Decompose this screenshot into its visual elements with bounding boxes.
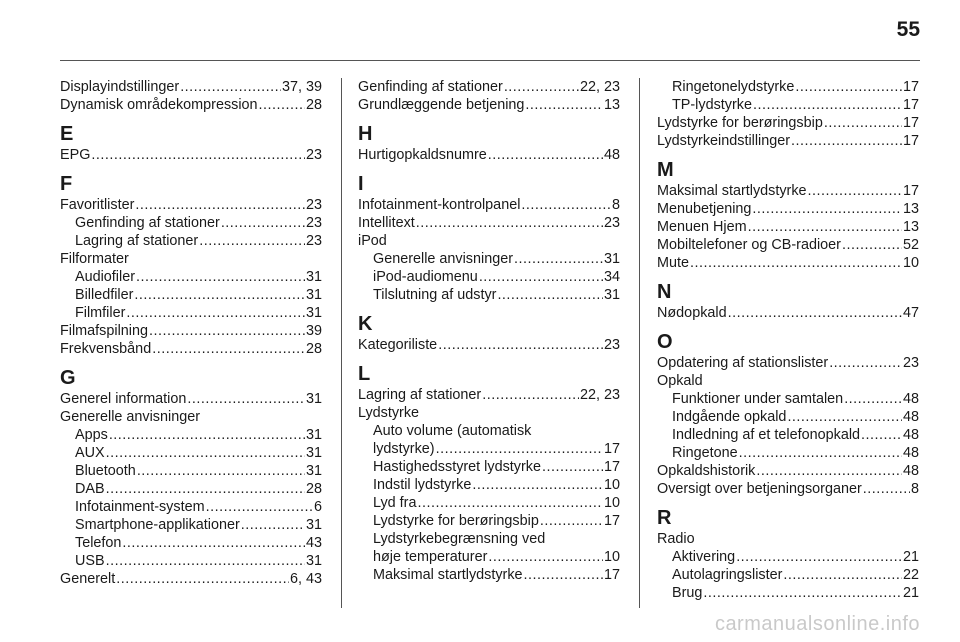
index-entry — [657, 96, 919, 114]
index-entry-term: Menubetjening — [657, 201, 752, 217]
index-entry-pages: 31 — [603, 251, 620, 267]
index-entry — [657, 182, 919, 200]
index-entry-term: Indgående opkald — [672, 409, 787, 425]
index-entry-term: Maksimal startlydstyrke — [657, 183, 807, 199]
index-entry-term: Grundlæggende betjening — [358, 97, 525, 113]
index-column-1 — [60, 78, 322, 588]
index-entry-pages: 31 — [305, 269, 322, 285]
index-entry — [657, 584, 919, 602]
index-entry — [657, 530, 919, 548]
index-entry — [60, 96, 322, 114]
leader-dots — [116, 570, 289, 588]
index-entry — [657, 390, 919, 408]
index-entry — [60, 462, 322, 480]
index-entry-pages: 6, 43 — [289, 571, 322, 587]
index-entry-term: Ringetonelydstyrke — [672, 79, 795, 95]
index-entry-pages: 17 — [902, 133, 919, 149]
index-entry-term: Lydstyrke for berøringsbip — [373, 513, 539, 529]
index-entry-pages: 31 — [603, 287, 620, 303]
leader-dots — [482, 386, 579, 404]
leader-dots — [753, 96, 902, 114]
index-entry — [60, 390, 322, 408]
index-letter-heading: R — [657, 507, 672, 529]
index-entry — [60, 570, 322, 588]
index-entry-term: Lydstyrkebegrænsning ved — [373, 531, 546, 547]
index-entry — [657, 426, 919, 444]
index-entry-term: Opkaldshistorik — [657, 463, 756, 479]
index-entry-term: USB — [75, 553, 105, 569]
index-entry-term: Bluetooth — [75, 463, 136, 479]
index-entry-pages: 8 — [611, 197, 620, 213]
index-entry-term: Audiofiler — [75, 269, 135, 285]
index-entry-term: Radio — [657, 531, 695, 547]
index-entry — [60, 214, 322, 232]
index-entry-pages: 48 — [902, 391, 919, 407]
index-entry-term: Telefon — [75, 535, 122, 551]
index-entry-term: Lydstyrkeindstillinger — [657, 133, 791, 149]
index-entry-term: Tilslutning af udstyr — [373, 287, 497, 303]
leader-dots — [728, 304, 902, 322]
index-entry-term: DAB — [75, 481, 105, 497]
leader-dots — [542, 458, 603, 476]
leader-dots — [514, 250, 603, 268]
index-entry-pages: 23 — [902, 355, 919, 371]
index-entry-term: Genfinding af stationer — [358, 79, 503, 95]
index-entry — [60, 146, 322, 164]
index-entry — [657, 462, 919, 480]
index-entry-pages: 28 — [305, 481, 322, 497]
index-entry-term: Opdatering af stationslister — [657, 355, 829, 371]
index-entry-term: Hastighedsstyret lydstyrke — [373, 459, 541, 475]
index-entry-term: Intellitext — [358, 215, 415, 231]
leader-dots — [488, 146, 603, 164]
index-entry-term: Genfinding af stationer — [75, 215, 220, 231]
index-entry-pages: 6 — [313, 499, 322, 515]
leader-dots — [703, 584, 902, 602]
index-entry-term: lydstyrke) — [373, 441, 435, 457]
index-entry-term: Ringetone — [672, 445, 738, 461]
index-entry-pages: 23 — [305, 197, 322, 213]
leader-dots — [736, 548, 902, 566]
index-entry — [60, 250, 322, 268]
index-entry-term: iPod — [358, 233, 387, 249]
index-entry-pages: 13 — [902, 219, 919, 235]
index-letter-heading: M — [657, 159, 674, 181]
index-entry-pages: 31 — [305, 427, 322, 443]
index-entry — [657, 444, 919, 462]
index-entry — [60, 498, 322, 516]
leader-dots — [135, 196, 305, 214]
index-entry — [657, 372, 919, 390]
index-entry-term: Infotainment-kontrolpanel — [358, 197, 521, 213]
index-entry-term: Apps — [75, 427, 108, 443]
index-entry-pages: 23 — [603, 337, 620, 353]
index-entry-term: Indstil lydstyrke — [373, 477, 472, 493]
leader-dots — [136, 268, 305, 286]
index-entry-term: Filmafspilning — [60, 323, 148, 339]
index-entry — [358, 548, 620, 566]
index-entry-term: Filformater — [60, 251, 129, 267]
index-entry — [358, 336, 620, 354]
index-entry-term: Funktioner under samtalen — [672, 391, 844, 407]
index-entry-pages: 48 — [902, 445, 919, 461]
header-rule — [60, 60, 920, 61]
index-entry-term: Oversigt over betjeningsorganer — [657, 481, 862, 497]
index-entry-term: Generel information — [60, 391, 187, 407]
index-entry-term: Lydstyrke for berøringsbip — [657, 115, 823, 131]
index-entry-term: Indledning af et telefonopkald — [672, 427, 861, 443]
index-entry — [60, 304, 322, 322]
index-entry-term: Aktivering — [672, 549, 736, 565]
leader-dots — [438, 336, 603, 354]
index-entry — [60, 534, 322, 552]
index-entry-pages: 17 — [603, 567, 620, 583]
leader-dots — [199, 232, 305, 250]
index-entry — [657, 304, 919, 322]
leader-dots — [521, 196, 611, 214]
index-entry-pages: 34 — [603, 269, 620, 285]
index-entry-pages: 48 — [902, 463, 919, 479]
index-entry-pages: 37, 39 — [281, 79, 322, 95]
index-entry-pages: 17 — [902, 79, 919, 95]
index-entry — [358, 422, 620, 440]
index-entry-pages: 23 — [305, 147, 322, 163]
leader-dots — [829, 354, 902, 372]
index-entry-term: Hurtigopkaldsnumre — [358, 147, 487, 163]
index-entry-term: EPG — [60, 147, 91, 163]
index-entry-pages: 48 — [902, 427, 919, 443]
leader-dots — [152, 340, 305, 358]
index-entry — [60, 426, 322, 444]
leader-dots — [187, 390, 305, 408]
index-entry-term: Mobiltelefoner og CB-radioer — [657, 237, 841, 253]
index-entry-pages: 31 — [305, 445, 322, 461]
index-entry-pages: 31 — [305, 553, 322, 569]
index-letter-heading: E — [60, 123, 74, 145]
leader-dots — [106, 480, 305, 498]
leader-dots — [221, 214, 305, 232]
index-entry-pages: 21 — [902, 549, 919, 565]
index-entry — [358, 96, 620, 114]
index-entry-pages: 21 — [902, 585, 919, 601]
index-entry-pages: 13 — [603, 97, 620, 113]
index-entry — [358, 232, 620, 250]
index-entry-term: Generelle anvisninger — [60, 409, 200, 425]
index-entry-pages: 22, 23 — [579, 387, 620, 403]
index-entry-term: Opkald — [657, 373, 703, 389]
index-entry-pages: 31 — [305, 287, 322, 303]
leader-dots — [863, 480, 910, 498]
index-entry-pages: 39 — [305, 323, 322, 339]
index-column-3 — [657, 78, 919, 602]
index-entry-pages: 31 — [305, 463, 322, 479]
leader-dots — [497, 286, 603, 304]
index-entry-term: AUX — [75, 445, 105, 461]
leader-dots — [180, 78, 281, 96]
index-entry — [60, 322, 322, 340]
index-entry — [60, 552, 322, 570]
leader-dots — [488, 548, 603, 566]
index-entry-term: Nødopkald — [657, 305, 727, 321]
index-entry-pages: 43 — [305, 535, 322, 551]
index-entry-term: Displayindstillinger — [60, 79, 180, 95]
leader-dots — [525, 96, 603, 114]
leader-dots — [504, 78, 579, 96]
index-entry-term: Lagring af stationer — [75, 233, 199, 249]
leader-dots — [106, 552, 305, 570]
index-entry — [60, 268, 322, 286]
index-entry-term: Favoritlister — [60, 197, 135, 213]
leader-dots — [752, 200, 902, 218]
index-entry-term: Menuen Hjem — [657, 219, 747, 235]
index-entry-pages: 52 — [902, 237, 919, 253]
index-entry-pages: 10 — [603, 477, 620, 493]
index-entry-pages: 8 — [910, 481, 919, 497]
index-entry — [358, 566, 620, 584]
index-entry — [657, 200, 919, 218]
leader-dots — [149, 322, 305, 340]
index-entry-pages: 31 — [305, 305, 322, 321]
index-entry-pages: 17 — [603, 459, 620, 475]
index-entry — [358, 494, 620, 512]
index-entry-term: Lyd fra — [373, 495, 417, 511]
index-entry — [358, 404, 620, 422]
leader-dots — [91, 146, 305, 164]
index-entry-term: Mute — [657, 255, 689, 271]
index-entry — [657, 132, 919, 150]
column-divider — [639, 78, 640, 608]
index-entry — [657, 236, 919, 254]
index-letter-heading: N — [657, 281, 672, 303]
index-entry — [657, 354, 919, 372]
index-entry-pages: 31 — [305, 517, 322, 533]
index-entry — [657, 480, 919, 498]
index-entry — [358, 512, 620, 530]
index-entry-pages: 17 — [902, 97, 919, 113]
leader-dots — [206, 498, 313, 516]
index-entry-pages: 48 — [902, 409, 919, 425]
index-entry-term: Brug — [672, 585, 703, 601]
index-entry-pages: 22, 23 — [579, 79, 620, 95]
index-entry-pages: 10 — [902, 255, 919, 271]
leader-dots — [417, 494, 603, 512]
index-entry — [358, 440, 620, 458]
index-entry-pages: 13 — [902, 201, 919, 217]
index-letter-heading: H — [358, 123, 373, 145]
index-entry — [358, 78, 620, 96]
leader-dots — [472, 476, 603, 494]
index-entry — [358, 458, 620, 476]
index-entry — [358, 530, 620, 548]
leader-dots — [134, 286, 305, 304]
index-entry — [60, 516, 322, 534]
index-entry-pages: 31 — [305, 391, 322, 407]
leader-dots — [241, 516, 305, 534]
index-entry-term: Infotainment-system — [75, 499, 205, 515]
index-entry — [358, 386, 620, 404]
index-entry-pages: 23 — [603, 215, 620, 231]
index-entry-pages: 10 — [603, 549, 620, 565]
index-entry — [358, 250, 620, 268]
leader-dots — [126, 304, 305, 322]
index-letter-heading: G — [60, 367, 76, 389]
index-entry-term: Kategoriliste — [358, 337, 438, 353]
index-entry-term: høje temperaturer — [373, 549, 488, 565]
index-entry — [358, 286, 620, 304]
index-entry-pages: 17 — [603, 513, 620, 529]
leader-dots — [808, 182, 902, 200]
index-entry-term: Maksimal startlydstyrke — [373, 567, 523, 583]
index-entry — [60, 286, 322, 304]
index-entry — [358, 196, 620, 214]
index-entry — [60, 444, 322, 462]
leader-dots — [540, 512, 603, 530]
leader-dots — [861, 426, 902, 444]
index-entry-term: TP-lydstyrke — [672, 97, 752, 113]
index-entry — [657, 218, 919, 236]
leader-dots — [106, 444, 305, 462]
index-entry-pages: 17 — [603, 441, 620, 457]
leader-dots — [416, 214, 603, 232]
index-entry — [60, 78, 322, 96]
index-entry-term: Smartphone-applikationer — [75, 517, 240, 533]
index-entry-term: Dynamisk områdekompression — [60, 97, 258, 113]
index-entry — [358, 146, 620, 164]
page-number: 55 — [896, 18, 920, 41]
index-entry-term: Frekvensbånd — [60, 341, 152, 357]
leader-dots — [524, 566, 603, 584]
index-entry — [60, 196, 322, 214]
index-entry-term: Generelle anvisninger — [373, 251, 513, 267]
leader-dots — [259, 96, 305, 114]
index-entry — [657, 254, 919, 272]
index-entry — [60, 480, 322, 498]
leader-dots — [137, 462, 305, 480]
leader-dots — [109, 426, 305, 444]
index-letter-heading: K — [358, 313, 373, 335]
leader-dots — [479, 268, 603, 286]
watermark: carmanualsonline.info — [714, 613, 920, 635]
index-letter-heading: I — [358, 173, 364, 195]
index-entry — [657, 114, 919, 132]
leader-dots — [783, 566, 902, 584]
index-entry-term: iPod-audiomenu — [373, 269, 478, 285]
index-entry — [358, 214, 620, 232]
leader-dots — [739, 444, 902, 462]
index-letter-heading: F — [60, 173, 73, 195]
index-letter-heading: L — [358, 363, 371, 385]
index-entry — [657, 566, 919, 584]
leader-dots — [787, 408, 902, 426]
index-entry-pages: 22 — [902, 567, 919, 583]
index-entry — [60, 232, 322, 250]
leader-dots — [436, 440, 603, 458]
leader-dots — [791, 132, 902, 150]
index-entry-term: Lagring af stationer — [358, 387, 482, 403]
index-column-2 — [358, 78, 620, 584]
index-entry-pages: 17 — [902, 183, 919, 199]
index-entry-pages: 28 — [305, 97, 322, 113]
column-divider — [341, 78, 342, 608]
index-entry — [657, 548, 919, 566]
index-entry-pages: 47 — [902, 305, 919, 321]
index-entry — [657, 78, 919, 96]
index-entry-pages: 28 — [305, 341, 322, 357]
index-entry — [657, 408, 919, 426]
leader-dots — [795, 78, 902, 96]
index-entry-pages: 23 — [305, 215, 322, 231]
leader-dots — [690, 254, 902, 272]
index-entry-pages: 17 — [902, 115, 919, 131]
index-entry — [358, 476, 620, 494]
index-entry-term: Auto volume (automatisk — [373, 423, 532, 439]
index-letter-heading: O — [657, 331, 673, 353]
index-entry-pages: 48 — [603, 147, 620, 163]
index-entry-pages: 10 — [603, 495, 620, 511]
leader-dots — [122, 534, 305, 552]
index-entry — [60, 408, 322, 426]
index-entry — [358, 268, 620, 286]
index-entry-pages: 23 — [305, 233, 322, 249]
index-entry-term: Lydstyrke — [358, 405, 420, 421]
index-entry-term: Generelt — [60, 571, 116, 587]
leader-dots — [842, 236, 902, 254]
index-entry-term: Billedfiler — [75, 287, 134, 303]
leader-dots — [756, 462, 902, 480]
index-entry — [60, 340, 322, 358]
index-entry-term: Filmfiler — [75, 305, 126, 321]
leader-dots — [748, 218, 902, 236]
leader-dots — [844, 390, 902, 408]
index-entry-term: Autolagringslister — [672, 567, 783, 583]
leader-dots — [824, 114, 902, 132]
